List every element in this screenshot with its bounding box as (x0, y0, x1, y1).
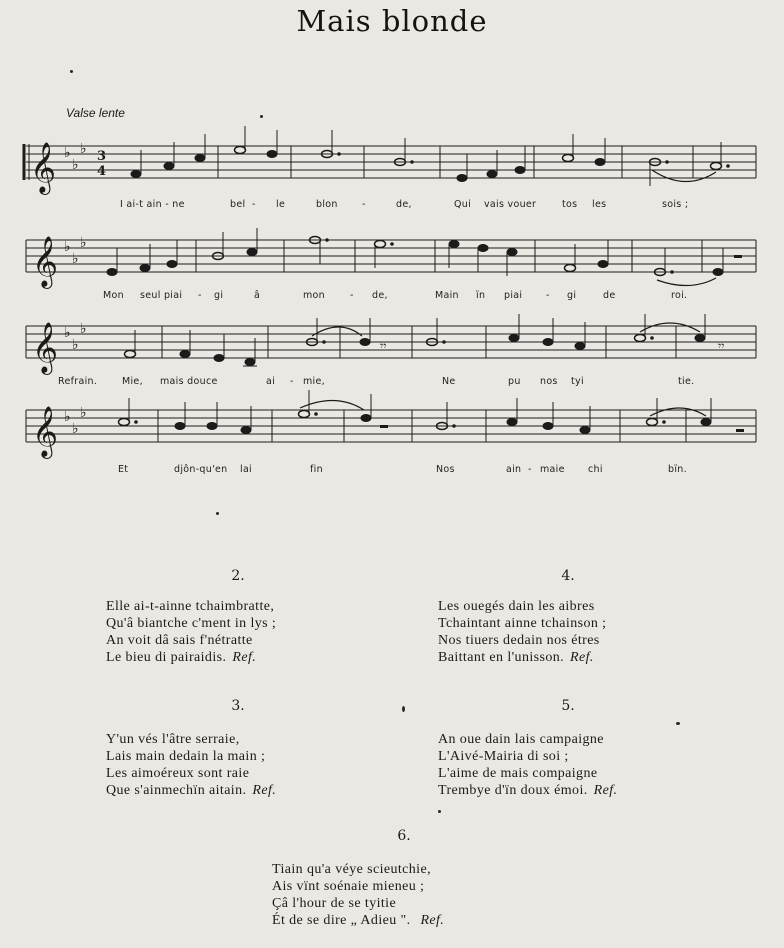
lyric-syllable: Refrain. (58, 376, 98, 387)
verse-line: Tchaintant ainne tchainson ; (438, 616, 607, 631)
verse-line: Trembye d'ïn doux émoi. (438, 783, 588, 798)
lyric-syllable: pu (508, 376, 521, 387)
flat-icon: ♭ (72, 421, 79, 437)
lyric-syllable: Main (435, 290, 459, 301)
verse-number: 4. (561, 568, 575, 584)
lyric-syllable: ai (266, 376, 276, 387)
lyric-syllable: bïn. (668, 464, 687, 475)
lyric-syllable: - (198, 290, 202, 301)
music-system-3 (0, 308, 784, 394)
lyric-syllable: seul piai (140, 290, 183, 301)
lyric-syllable: djôn-qu'en (174, 464, 228, 475)
flat-icon: ♭ (64, 145, 71, 161)
verse-line: Tiain qu'a véye scieutchie, (272, 862, 431, 877)
lyric-syllable: lai (240, 464, 253, 475)
lyric-syllable: piai (504, 290, 523, 301)
verse-line: Ais vïnt soénaie mieneu ; (272, 879, 425, 894)
lyric-syllable: mais douce (160, 376, 218, 387)
treble-clef-icon: 𝄞 (32, 236, 59, 287)
verse-line: Çâ l'hour de se tyitie (272, 896, 397, 911)
flat-icon: ♭ (72, 337, 79, 353)
flat-icon: ♭ (72, 251, 79, 267)
refrain-marker: Ref. (420, 913, 445, 928)
verse-4 (438, 598, 606, 666)
music-system-1 (0, 130, 784, 216)
lyric-syllable: mie, (303, 376, 325, 387)
flat-icon: ♭ (80, 235, 87, 251)
lyric-syllable: ain (506, 464, 522, 475)
time-signature-top: 3 (97, 149, 107, 164)
lyric-syllable: tyi (571, 376, 584, 387)
flat-icon: ♭ (64, 239, 71, 255)
tie-arc (640, 323, 700, 332)
lyric-syllable: Qui (454, 199, 472, 210)
lyric-syllable: de, (372, 290, 388, 301)
refrain-marker: Ref. (252, 783, 277, 798)
verse-line: Qu'â biantche c'ment in lys ; (106, 616, 277, 631)
ink-speck (402, 706, 405, 712)
verse-line: Le bieu di pairaidis. (106, 650, 227, 665)
lyric-syllable: le (276, 199, 286, 210)
refrain-marker: Ref. (570, 650, 594, 665)
staff-2 (0, 222, 784, 292)
ink-speck (676, 722, 680, 725)
lyric-syllable: fin (310, 464, 323, 475)
staff-4 (0, 392, 784, 462)
lyric-syllable: tie. (678, 376, 695, 387)
ink-speck (216, 512, 219, 515)
rest-icon: 𝄾𝄾 (380, 339, 387, 353)
lyric-syllable: Mon (103, 290, 124, 301)
verse-number: 3. (231, 698, 245, 714)
treble-clef-icon: 𝄞 (30, 142, 57, 193)
verse-number: 2. (231, 568, 245, 584)
verse-line: Baittant en l'unisson. (438, 650, 565, 665)
lyric-syllable: vais vouer (484, 199, 537, 210)
lyric-syllable: - (350, 290, 354, 301)
lyric-syllable: de, (396, 199, 412, 210)
lyric-syllable: maie (540, 464, 565, 475)
lyric-syllable: sois ; (662, 199, 689, 210)
flat-icon: ♭ (80, 405, 87, 421)
refrain-marker: Ref. (593, 783, 618, 798)
lyric-syllable: gi (214, 290, 224, 301)
ink-speck (438, 810, 441, 813)
lyric-syllable: roi. (671, 290, 688, 301)
tie-arc (650, 408, 706, 416)
flat-icon: ♭ (80, 141, 87, 157)
verse-number: 6. (397, 828, 411, 844)
lyric-syllable: chi (588, 464, 603, 475)
verse-2 (106, 598, 276, 666)
verse-6 (272, 861, 444, 929)
verse-line: Y'un vés l'âtre serraie, (106, 732, 240, 747)
verse-line: Que s'ainmechïn aitain. (106, 783, 247, 798)
lyric-syllable: bel (230, 199, 246, 210)
verse-line: Les aimoéreux sont raie (106, 766, 250, 781)
lyric-syllable: - (252, 199, 256, 210)
tie-arc (312, 327, 362, 336)
verse-line: Lais main dedain la main ; (106, 749, 266, 764)
verse-line: Les ouegés dain les aibres (438, 599, 595, 614)
lyric-syllable: Et (118, 464, 129, 475)
ink-speck (70, 70, 73, 73)
lyric-syllable: ïn (476, 290, 486, 301)
music-system-2 (0, 222, 784, 306)
verse-line: Elle ai-t-ainne tchaimbratte, (106, 599, 275, 614)
verse-3 (106, 731, 276, 799)
tie-arc (652, 170, 716, 182)
lyric-syllable: Ne (442, 376, 456, 387)
verse-line: Ét de se dire „ Adieu ". (272, 913, 415, 928)
lyric-syllable: les (592, 199, 607, 210)
flat-icon: ♭ (64, 325, 71, 341)
flat-icon: ♭ (72, 157, 79, 173)
tempo-marking: Valse lente (66, 106, 125, 120)
treble-clef-icon: 𝄞 (32, 406, 59, 457)
lyric-syllable: de (603, 290, 616, 301)
time-signature-bottom: 4 (97, 164, 107, 179)
refrain-marker: Ref. (232, 650, 257, 665)
treble-clef-icon: 𝄞 (32, 322, 59, 373)
verse-line: L'aime de mais compaigne (438, 766, 598, 781)
flat-icon: ♭ (64, 409, 71, 425)
lyric-syllable: Nos (436, 464, 455, 475)
lyric-syllable: - (362, 199, 366, 210)
lyric-syllable: blon (316, 199, 338, 210)
verse-line: An oue dain lais campaigne (438, 732, 604, 747)
verse-number: 5. (561, 698, 575, 714)
lyric-syllable: mon (303, 290, 325, 301)
staff-3 (0, 308, 784, 378)
verse-5 (438, 731, 617, 799)
music-system-4 (0, 392, 784, 482)
ink-speck (260, 115, 263, 118)
lyric-syllable: gi (567, 290, 577, 301)
verse-line: An voit dâ sais f'nétratte (106, 633, 253, 648)
song-title: Mais blonde (296, 4, 488, 38)
verse-line: Nos tiuers dedain nos étres (438, 633, 600, 648)
lyric-syllable: Mie, (122, 376, 143, 387)
staff-1 (0, 130, 784, 200)
flat-icon: ♭ (80, 321, 87, 337)
lyric-syllable: â (254, 290, 261, 301)
lyric-syllable: nos (540, 376, 558, 387)
tie-arc (300, 400, 364, 410)
lyric-syllable: - (546, 290, 550, 301)
tie-arc (657, 278, 716, 286)
lyric-syllable: - (528, 464, 532, 475)
lyric-syllable: I ai-t ain - ne (120, 199, 185, 210)
lyric-syllable: - (290, 376, 294, 387)
verse-line: L'Aivé-Mairia di soi ; (438, 749, 569, 764)
lyric-syllable: tos (562, 199, 578, 210)
rest-icon: 𝄾𝄾 (718, 339, 725, 353)
